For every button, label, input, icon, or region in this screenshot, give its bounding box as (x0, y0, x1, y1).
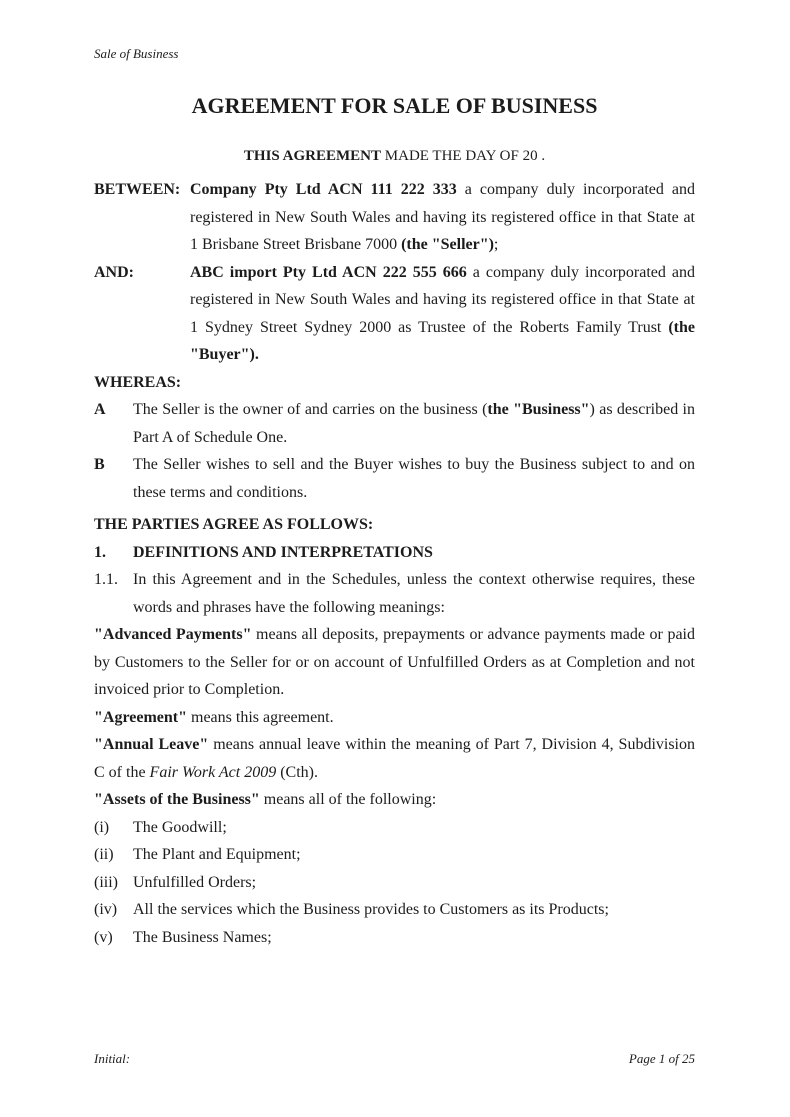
made-line (94, 149, 695, 164)
party-between-tail: ; (493, 236, 499, 253)
list-text: The Plant and Equipment; (133, 846, 301, 863)
definition-term: "Annual Leave" (94, 736, 209, 753)
recital-a (94, 396, 695, 451)
asset-item-ii (94, 841, 695, 869)
definition-term: "Agreement" (94, 708, 187, 726)
running-title: Sale of Business (94, 46, 179, 61)
definition-annual-leave (94, 731, 695, 786)
recital-a-label: A (94, 401, 106, 418)
recital-b-label: B (94, 456, 105, 473)
seller-defined-term: (the "Seller") (401, 236, 494, 253)
list-text: The Business Names; (133, 928, 272, 946)
list-text: Unfulfilled Orders; (133, 873, 257, 891)
definition-text: means all deposits, prepayments or advance payments made or paid by Customers to the Seller for or on account of Unfulfilled Orders as at Completion and not invoiced prior to Completion. (94, 626, 696, 698)
act-name: Fair Work Act 2009 (149, 763, 277, 781)
document-body (94, 176, 695, 951)
list-label: (iv) (94, 901, 118, 918)
business-defined-term: the "Business" (487, 401, 590, 418)
party-and (94, 259, 695, 369)
party-and-name: ABC import Pty Ltd ACN 222 555 666 (190, 263, 467, 281)
whereas-heading: WHEREAS: (94, 373, 182, 391)
clause-1-1 (94, 566, 695, 621)
operative-heading: THE PARTIES AGREE AS FOLLOWS: (94, 516, 374, 533)
clause-1-number: 1. (94, 543, 106, 561)
list-text: The Goodwill; (133, 818, 227, 836)
made-line-bold: THIS AGREEMENT (243, 148, 382, 164)
party-between-name: Company Pty Ltd ACN 111 222 333 (190, 181, 457, 198)
definition-post: (Cth). (276, 763, 318, 781)
list-label: (ii) (94, 846, 114, 863)
party-between-label: BETWEEN: (94, 181, 181, 198)
definition-pre: means annual leave within the meaning of Part 7, Division 4, Subdivision C of the (94, 736, 696, 781)
page-indicator: Page 1 of 25 (628, 1051, 695, 1066)
definition-term: "Assets of the Business" (94, 791, 260, 808)
definition-term: "Advanced Payments" (94, 626, 252, 643)
made-line-rest: MADE THE DAY OF 20 . (381, 148, 546, 164)
asset-item-iv (94, 896, 695, 924)
party-between (94, 176, 695, 259)
buyer-defined-term: (the "Buyer"). (190, 318, 695, 363)
list-label: (iii) (94, 873, 118, 891)
party-and-label: AND: (94, 263, 134, 281)
page-title: AGREEMENT FOR SALE OF BUSINESS (191, 93, 598, 118)
recital-a-post: ) as described in Part A of Schedule One. (133, 401, 696, 446)
definition-text: means this agreement. (187, 708, 334, 726)
asset-item-i (94, 814, 695, 842)
definition-assets (94, 786, 695, 814)
clause-1-1-text: In this Agreement and in the Schedules, unless the context otherwise requires, these words and phrases have the following meanings: (133, 571, 695, 616)
party-between-body: a company duly incorporated and registered in New South Wales and having its registered office in that State at 1 Brisbane Street Brisbane 7000 (190, 181, 695, 253)
recital-b (94, 451, 695, 506)
clause-1-heading (94, 539, 695, 567)
definition-agreement (94, 704, 695, 732)
party-and-body: a company duly incorporated and registered in New South Wales and having its registered office in that State at 1 Sydney Street Sydney 2000 as Trustee of the Roberts Family Trust (190, 263, 695, 336)
asset-item-iii (94, 869, 695, 897)
running-header (94, 46, 695, 61)
initial-label: Initial: (94, 1051, 131, 1066)
asset-item-v (94, 924, 695, 952)
list-label: (v) (94, 928, 113, 946)
definition-text: means all of the following: (259, 791, 437, 808)
list-text: All the services which the Business provides to Customers as its Products; (133, 901, 609, 918)
clause-1-1-number: 1.1. (94, 571, 118, 588)
recital-a-pre: The Seller is the owner of and carries on the business ( (133, 401, 488, 418)
recital-b-text: The Seller wishes to sell and the Buyer wishes to buy the Business subject to and on these terms and conditions. (133, 456, 695, 501)
page-content (94, 0, 695, 951)
clause-1-title: DEFINITIONS AND INTERPRETATIONS (133, 543, 433, 561)
definition-advanced-payments (94, 621, 695, 704)
page-footer (94, 1051, 695, 1066)
list-label: (i) (94, 818, 110, 836)
